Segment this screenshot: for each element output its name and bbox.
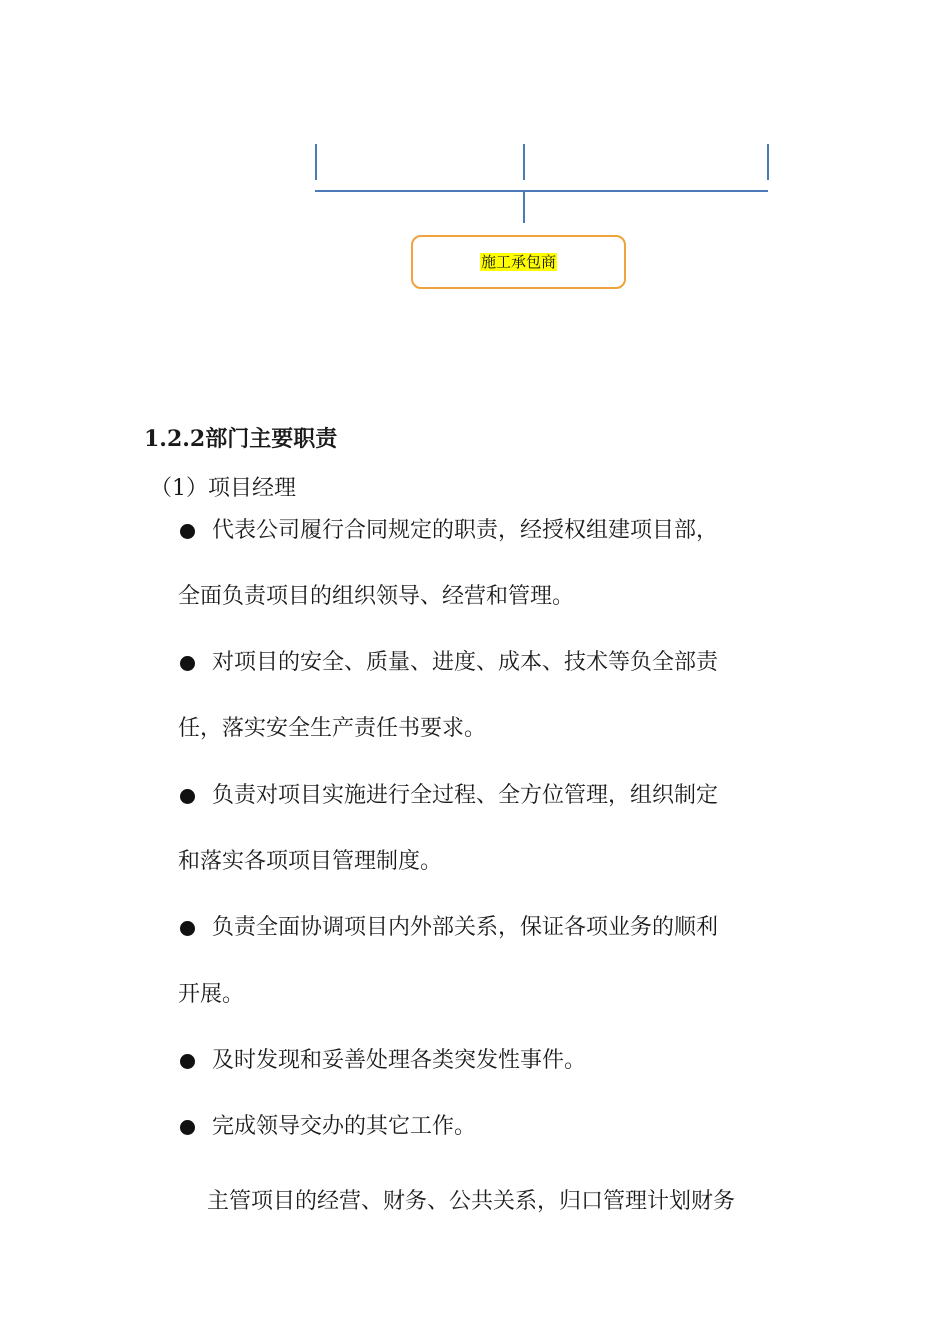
bullet-dot-icon (180, 789, 195, 804)
bullet-dot-icon (180, 524, 195, 539)
org-chart (0, 0, 950, 320)
org-connector-center (523, 144, 525, 180)
section-heading: 1.2.2部门主要职责 (144, 426, 338, 452)
org-box-label: 施工承包商 (480, 253, 556, 271)
org-box-contractor (411, 235, 626, 289)
bullet-1-line-1: 代表公司履行合同规定的职责，经授权组建项目部， (212, 518, 719, 543)
bullet-3-line-1: 负责对项目实施进行全过程、全方位管理，组织制定 (212, 783, 719, 808)
org-connector-down (523, 190, 525, 223)
bullet-dot-icon (180, 921, 195, 936)
bullet-1-line-2: 全面负责项目的组织领导、经营和管理。 (178, 584, 575, 609)
org-connector-right (767, 144, 769, 180)
bullet-2-line-1: 对项目的安全、质量、进度、成本、技术等负全部责 (212, 650, 719, 675)
bullet-dot-icon (180, 1120, 195, 1135)
org-horizontal-bar (315, 190, 768, 192)
bullet-dot-icon (180, 1054, 195, 1069)
org-connector-left (315, 144, 317, 180)
subheading-project-manager: （1）项目经理 (150, 476, 296, 501)
bullet-4-line-2: 开展。 (178, 982, 245, 1007)
closing-paragraph: 主管项目的经营、财务、公共关系，归口管理计划财务 (207, 1189, 736, 1214)
bullet-4-line-1: 负责全面协调项目内外部关系，保证各项业务的顺利 (212, 915, 719, 940)
bullet-5-line-1: 及时发现和妥善处理各类突发性事件。 (212, 1048, 587, 1073)
bullet-6-line-1: 完成领导交办的其它工作。 (212, 1114, 477, 1139)
bullet-2-line-2: 任，落实安全生产责任书要求。 (178, 716, 487, 741)
bullet-3-line-2: 和落实各项项目管理制度。 (178, 849, 443, 874)
bullet-dot-icon (180, 656, 195, 671)
